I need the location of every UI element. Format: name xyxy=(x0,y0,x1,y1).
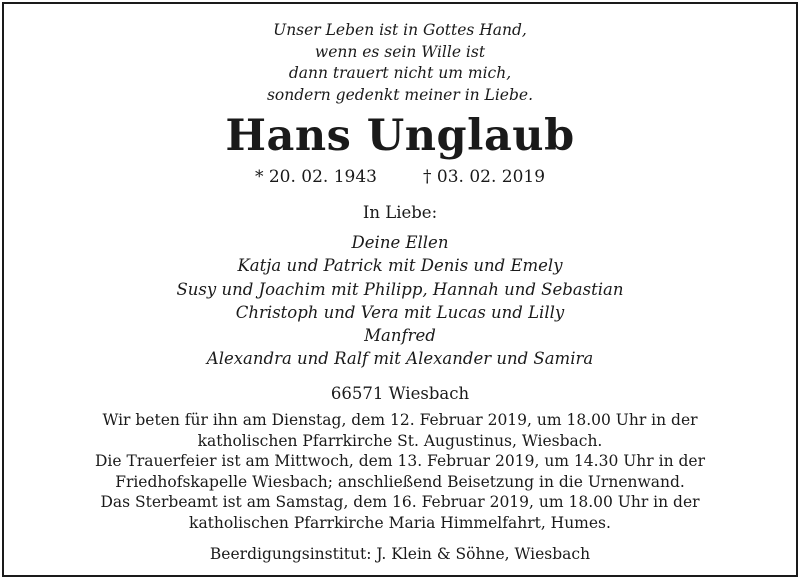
obituary-notice xyxy=(2,2,798,577)
memorial-poem xyxy=(4,20,796,106)
mourners-list xyxy=(4,231,796,371)
funeral-home: Beerdigungsinstitut: J. Klein & Söhne, Wiesbach xyxy=(209,545,591,563)
poem-line: sondern gedenkt meiner in Liebe. xyxy=(266,85,534,104)
service-line: katholischen Pfarrkirche St. Augustinus, Wiesbach. xyxy=(197,431,603,450)
life-dates xyxy=(4,166,796,188)
death-date: † 03. 02. 2019 xyxy=(423,167,546,187)
service-line: katholischen Pfarrkirche Maria Himmelfahrt, Humes. xyxy=(189,513,611,532)
mourner-line: Manfred xyxy=(364,326,436,346)
service-line: Friedhofskapelle Wiesbach; anschließend Beisetzung in die Urnenwand. xyxy=(115,472,685,491)
poem-line: Unser Leben ist in Gottes Hand, xyxy=(273,21,527,39)
mourner-line: Deine Ellen xyxy=(351,233,449,252)
service-line: Wir beten für ihn am Dienstag, dem 12. Februar 2019, um 18.00 Uhr in der xyxy=(102,411,698,429)
service-line: Das Sterbeamt ist am Samstag, dem 16. Februar 2019, um 18.00 Uhr in der xyxy=(100,493,700,511)
mourner-line: Alexandra und Ralf mit Alexander und Samira xyxy=(206,349,594,369)
deceased-name: Hans Unglaub xyxy=(225,111,575,161)
poem-line: wenn es sein Wille ist xyxy=(314,42,486,61)
birth-date: * 20. 02. 1943 xyxy=(254,167,377,187)
service-line: Die Trauerfeier ist am Mittwoch, dem 13. Februar 2019, um 14.30 Uhr in der xyxy=(95,452,705,470)
poem-line: dann trauert nicht um mich, xyxy=(288,64,512,82)
mourner-line: Christoph und Vera mit Lucas und Lilly xyxy=(235,302,565,322)
mourner-line: Katja und Patrick mit Denis und Emely xyxy=(237,256,563,276)
family-residence: 66571 Wiesbach xyxy=(330,384,470,403)
in-love-label: In Liebe: xyxy=(362,203,438,222)
service-details xyxy=(4,410,796,533)
mourner-line: Susy und Joachim mit Philipp, Hannah und Sebastian xyxy=(176,279,624,299)
